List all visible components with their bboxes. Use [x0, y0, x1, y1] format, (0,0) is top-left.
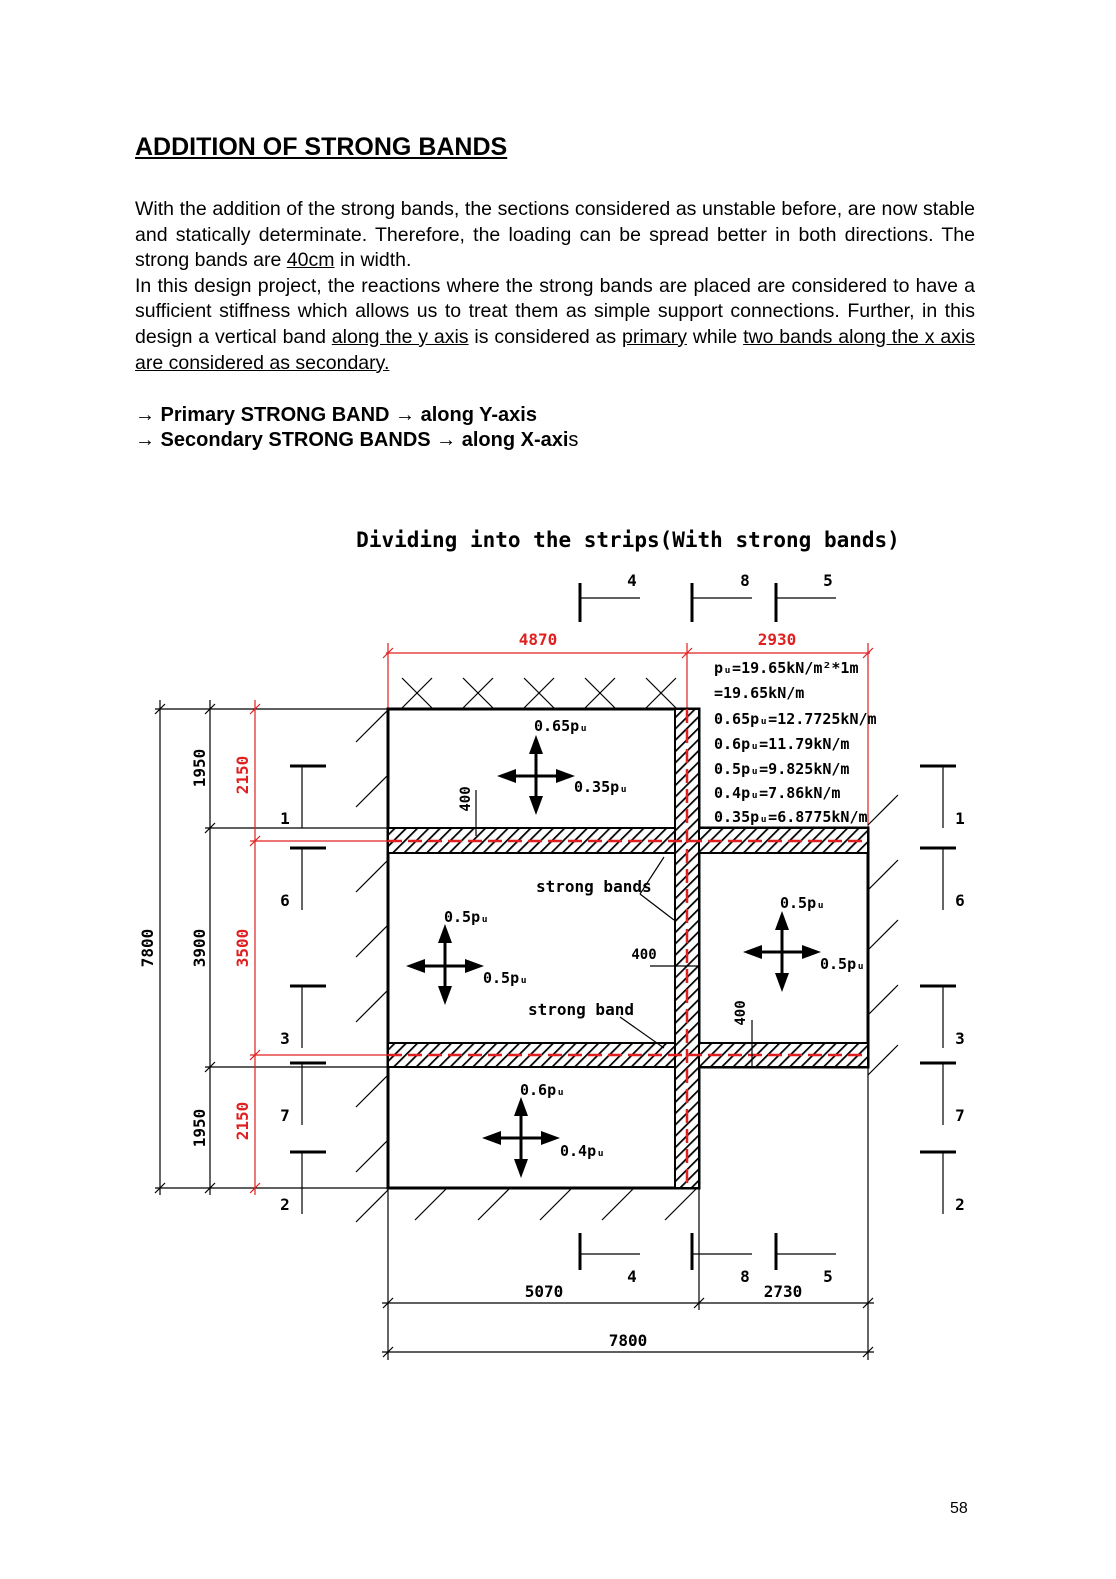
- section-markers-right: [920, 766, 956, 1214]
- bullet-secondary-text: → Secondary STRONG BANDS → along X-axi: [135, 429, 569, 451]
- cross-arrow-mid-left: [406, 924, 484, 1005]
- section-markers-left: [290, 766, 326, 1214]
- left-red-dimensions: [250, 700, 388, 1195]
- dim-top-left: 4870: [518, 630, 558, 649]
- dim-red-bot: 2150: [233, 1101, 252, 1141]
- load-line-5: 0.5pᵤ=9.825kN/m: [714, 760, 850, 778]
- load-line-3: 0.65pᵤ=12.7725kN/m: [714, 710, 877, 728]
- dim-red-mid: 3500: [233, 928, 252, 968]
- free-edge-marks: [402, 678, 676, 708]
- bullet-primary-text: → Primary STRONG BAND → along Y-axis: [135, 404, 537, 426]
- section-label-left-6: 6: [280, 891, 290, 910]
- section-markers-bottom: [580, 1233, 836, 1270]
- section-label-right-7: 7: [955, 1106, 965, 1125]
- section-label-right-6: 6: [955, 891, 965, 910]
- figure-title: Dividing into the strips(With strong bands): [356, 528, 900, 552]
- dim-red-top: 2150: [233, 755, 252, 795]
- load-line-1: pᵤ=19.65kN/m²*1m: [714, 659, 859, 677]
- paragraph-2-text-c: while: [687, 325, 744, 348]
- paragraph-2-text-b: is considered as: [468, 325, 622, 348]
- section-label-bottom-8: 8: [740, 1267, 750, 1286]
- band-width-label-2: 400: [631, 947, 657, 963]
- label-strong-bands: strong bands: [536, 877, 652, 896]
- section-heading: ADDITION OF STRONG BANDS: [135, 133, 508, 161]
- panel-top-y-load: 0.65pᵤ: [534, 717, 589, 735]
- load-line-7: 0.35pᵤ=6.8775kN/m: [714, 808, 868, 826]
- bottom-dimensions: [382, 1067, 874, 1360]
- page-number: 58: [950, 1500, 968, 1517]
- load-line-2: =19.65kN/m: [714, 684, 805, 702]
- section-label-left-1: 1: [280, 809, 290, 828]
- section-label-top-8: 8: [740, 571, 750, 590]
- dim-bottom-right: 2730: [763, 1282, 803, 1301]
- panel-top-x-load: 0.35pᵤ: [574, 778, 629, 796]
- cross-arrow-top: [497, 735, 575, 815]
- panel-mid-right-y-load: 0.5pᵤ: [780, 894, 826, 912]
- bullet-secondary-tail: s: [568, 429, 579, 451]
- section-label-bottom-5: 5: [823, 1267, 833, 1286]
- section-label-right-2: 2: [955, 1195, 965, 1214]
- section-label-top-4: 4: [627, 571, 637, 590]
- section-label-right-1: 1: [955, 809, 965, 828]
- band-width-underlined: 40cm: [286, 249, 335, 272]
- load-line-6: 0.4pᵤ=7.86kN/m: [714, 784, 841, 802]
- panel-mid-left-x-load: 0.5pᵤ: [483, 969, 529, 987]
- panel-mid-right-x-load: 0.5pᵤ: [820, 955, 866, 973]
- section-label-left-2: 2: [280, 1195, 290, 1214]
- dim-top-right: 2930: [757, 630, 797, 649]
- dim-total-height: 7800: [138, 928, 157, 968]
- paragraph-1-end: in width.: [334, 249, 412, 272]
- primary-underlined: primary: [621, 325, 687, 348]
- dim-bottom-left: 5070: [524, 1282, 564, 1301]
- panel-mid-left-y-load: 0.5pᵤ: [444, 908, 490, 926]
- section-label-left-3: 3: [280, 1029, 290, 1048]
- band-width-label-3: 400: [733, 1000, 749, 1026]
- y-axis-underlined: along the y axis: [331, 325, 469, 348]
- paragraph-2-text-a: In this design project, the reactions where the strong bands are placed are considered to have a sufficient stiffness which allows us to treat them as simple support connections. Further, in this design a vertical band: [135, 274, 975, 348]
- dim-total-width: 7800: [608, 1331, 648, 1350]
- cross-arrow-bottom: [482, 1097, 560, 1178]
- secondary-underlined: two bands along the x axis are considered as secondary.: [135, 325, 976, 374]
- dim-y-bot: 1950: [190, 1108, 209, 1148]
- section-label-right-3: 3: [955, 1029, 965, 1048]
- section-label-top-5: 5: [823, 571, 833, 590]
- dim-y-top: 1950: [190, 748, 209, 788]
- label-strong-band: strong band: [528, 1000, 634, 1019]
- cross-arrow-mid-right: [743, 911, 821, 992]
- paragraph-1-text: With the addition of the strong bands, the sections considered as unstable before, are now stable and statically determinate. Therefore, the loading can be spread better in both directions. The strong bands are: [135, 198, 975, 272]
- panel-bottom-x-load: 0.4pᵤ: [560, 1142, 606, 1160]
- section-label-bottom-4: 4: [627, 1267, 637, 1286]
- dim-y-mid: 3900: [190, 928, 209, 968]
- section-label-left-7: 7: [280, 1106, 290, 1125]
- section-markers-top: [580, 583, 836, 622]
- panel-bottom-y-load: 0.6pᵤ: [520, 1081, 566, 1099]
- band-width-label-1: 400: [458, 786, 474, 812]
- load-line-4: 0.6pᵤ=11.79kN/m: [714, 735, 850, 753]
